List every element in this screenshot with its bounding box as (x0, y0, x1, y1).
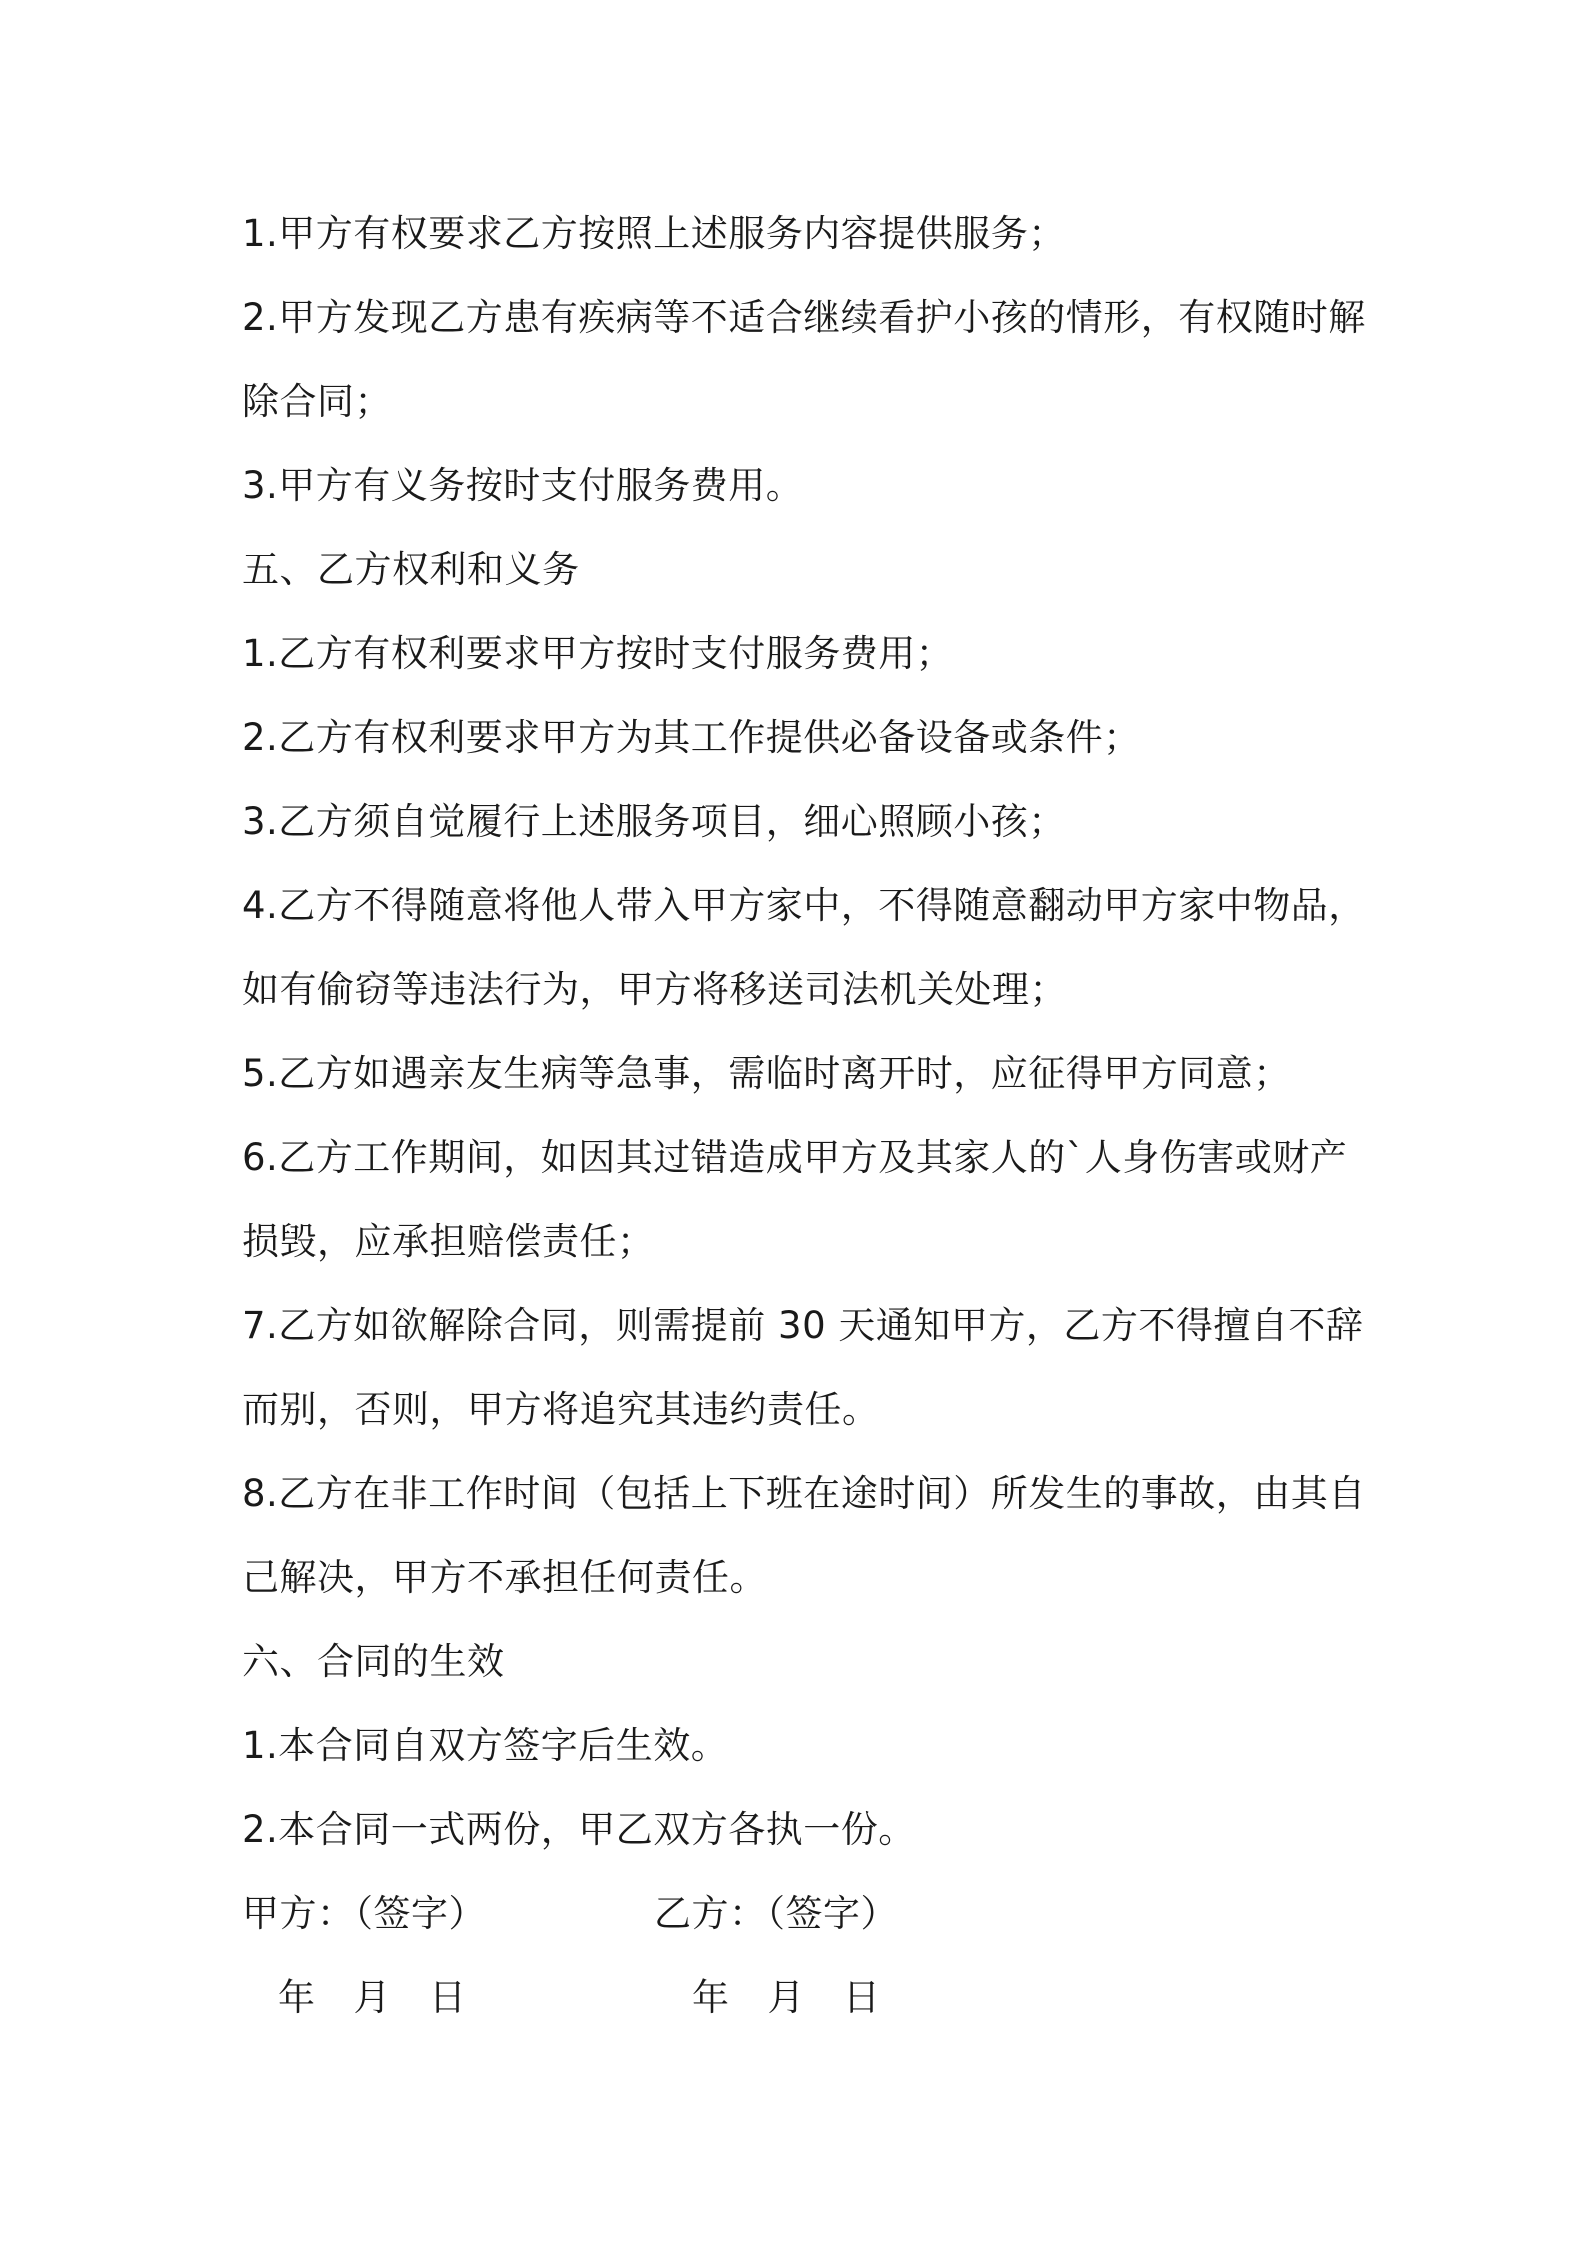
clause-line: 1.本合同自双方签字后生效。 (242, 1724, 729, 1767)
clause-line: 损毁，应承担赔偿责任； (242, 1220, 655, 1263)
clause-line: 1.甲方有权要求乙方按照上述服务内容提供服务； (242, 212, 1066, 255)
month-label: 月 (767, 1976, 805, 2019)
clause-line: 8.乙方在非工作时间（包括上下班在途时间）所发生的事故，由其自 (242, 1472, 1366, 1515)
party-b-signature-label: 乙方：（签字） (654, 1892, 898, 1935)
date-row (242, 1956, 1362, 2040)
clause-line: 5.乙方如遇亲友生病等急事，需临时离开时，应征得甲方同意； (242, 1052, 1291, 1095)
day-label: 日 (843, 1976, 881, 2019)
party-a-signature-label: 甲方：（签字） (242, 1892, 486, 1935)
clause-line: 除合同； (242, 380, 392, 423)
party-b-date (692, 1956, 919, 2040)
party-a-date (278, 1956, 505, 2040)
clause-line: 3.乙方须自觉履行上述服务项目，细心照顾小孩； (242, 800, 1066, 843)
clause-line: 4.乙方不得随意将他人带入甲方家中，不得随意翻动甲方家中物品， (242, 884, 1366, 927)
clause-line: 2.本合同一式两份，甲乙双方各执一份。 (242, 1808, 916, 1851)
day-label: 日 (429, 1976, 467, 2019)
clause-line: 6.乙方工作期间，如因其过错造成甲方及其家人的`人身伤害或财产 (242, 1136, 1348, 1179)
signature-row (242, 1872, 1362, 1956)
year-label: 年 (692, 1976, 730, 2019)
section-heading: 六、合同的生效 (242, 1640, 505, 1683)
section-heading: 五、乙方权利和义务 (242, 548, 580, 591)
clause-line: 己解决，甲方不承担任何责任。 (242, 1556, 767, 1599)
year-label: 年 (278, 1976, 316, 2019)
clause-line: 如有偷窃等违法行为，甲方将移送司法机关处理； (242, 968, 1067, 1011)
clause-line: 2.甲方发现乙方患有疾病等不适合继续看护小孩的情形，有权随时解 (242, 296, 1366, 339)
clause-line: 7.乙方如欲解除合同，则需提前 30 天通知甲方，乙方不得擅自不辞 (242, 1304, 1364, 1347)
contract-body (242, 192, 1366, 2040)
clause-line: 2.乙方有权利要求甲方为其工作提供必备设备或条件； (242, 716, 1141, 759)
clause-line: 1.乙方有权利要求甲方按时支付服务费用； (242, 632, 954, 675)
clause-line: 而别，否则，甲方将追究其违约责任。 (242, 1388, 880, 1431)
month-label: 月 (353, 1976, 391, 2019)
clause-line: 3.甲方有义务按时支付服务费用。 (242, 464, 804, 507)
